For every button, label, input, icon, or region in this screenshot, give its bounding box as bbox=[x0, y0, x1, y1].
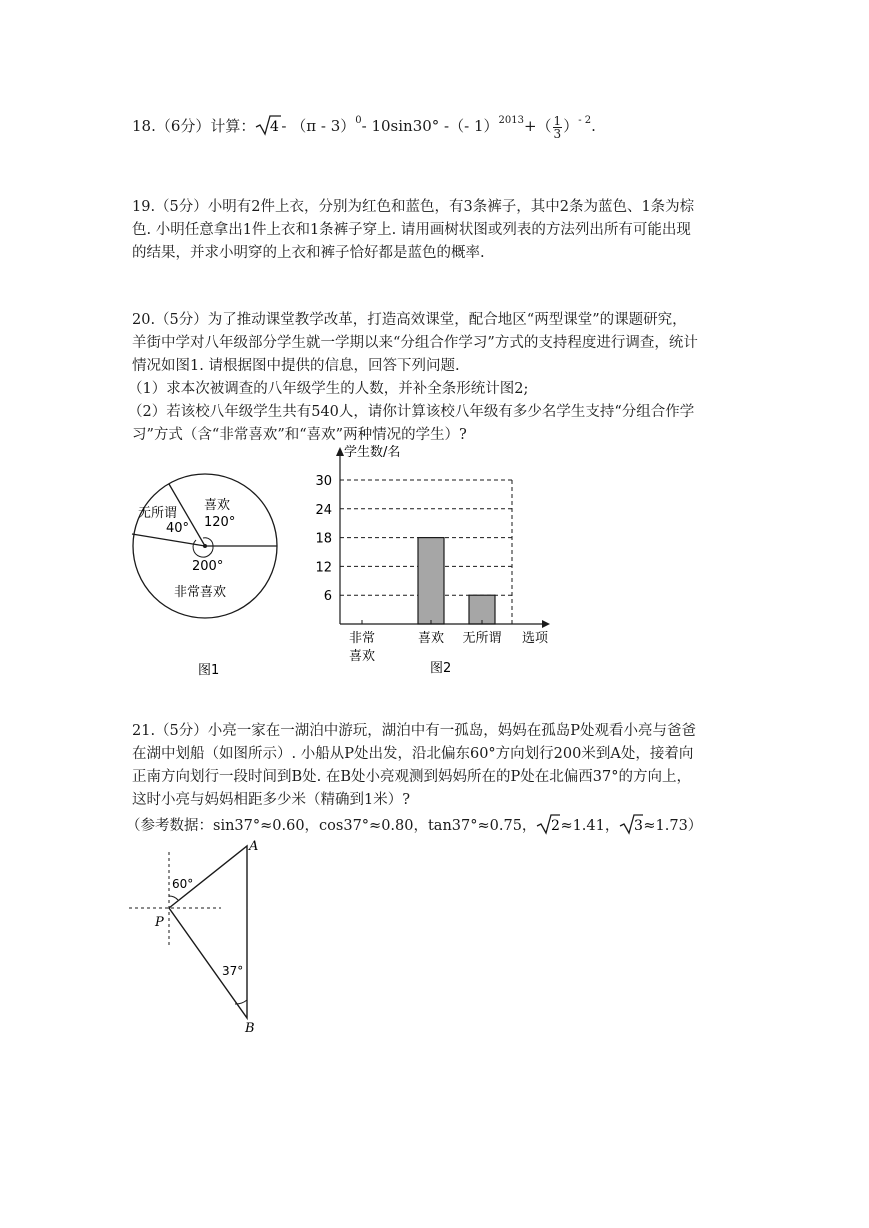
radical-sign-2-icon bbox=[536, 813, 560, 835]
x-axis-label: 选项 bbox=[522, 631, 549, 646]
q21-line-3: 正南方向划行一段时间到B处. 在B处小亮观测到妈妈所在的P处在北偏西37°的方向上， bbox=[132, 769, 691, 785]
pie-angle-wusuowei: 40° bbox=[166, 521, 190, 536]
q21-line-4: 这时小亮与妈妈相距多少米（精确到1米）? bbox=[132, 792, 410, 808]
bar-chart-figure-2 bbox=[310, 442, 570, 682]
pie-label-xihuan: 喜欢 bbox=[204, 498, 231, 513]
frac-denominator: 3 bbox=[553, 126, 562, 141]
bar-caption: 图2 bbox=[430, 661, 452, 676]
fraction-one-third bbox=[553, 115, 563, 140]
q18-part4: ） bbox=[563, 117, 579, 135]
pie-angle-feichang: 200° bbox=[192, 559, 224, 574]
pie-chart-figure-1 bbox=[120, 460, 290, 690]
ref-prefix: （参考数据：sin37°≈0.60，cos37°≈0.80，tan37°≈0.75， bbox=[126, 818, 537, 834]
ref-value-2: ≈1.41， bbox=[560, 818, 620, 834]
q19-line-1: 19.（5分）小明有2件上衣，分别为红色和蓝色，有3条裤子，其中2条为蓝色、1条为棕 bbox=[132, 199, 695, 215]
q20-line-5: （2）若该校八年级学生共有540人，请你计算该校八年级有多少名学生支持“分组合作学 bbox=[128, 404, 695, 420]
q19-line-2: 色. 小明任意拿出1件上衣和1条裤子穿上. 请用画树状图或列表的方法列出所有可能出现 bbox=[132, 222, 691, 238]
pie-center-dot bbox=[203, 544, 207, 548]
point-B-label: B bbox=[245, 1021, 255, 1036]
angle-37-label: 37° bbox=[222, 964, 244, 978]
angle-arc-60 bbox=[169, 896, 178, 900]
y-tick-label-30: 30 bbox=[315, 474, 332, 489]
ref-value-3: ≈1.73） bbox=[643, 818, 703, 834]
bearing-triangle-diagram bbox=[125, 836, 275, 1036]
sqrt-radicand: 4 bbox=[270, 119, 280, 135]
x-tick-label-1-1: 非常 bbox=[348, 631, 376, 646]
q20-line-4: （1）求本次被调查的八年级学生的人数，并补全条形统计图2; bbox=[128, 381, 529, 397]
y-axis-label: 学生数/名 bbox=[344, 445, 401, 460]
bar-3 bbox=[469, 595, 495, 624]
q18-prefix: 18.（6分）计算： bbox=[132, 117, 256, 135]
y-tick-label-18: 18 bbox=[315, 531, 332, 547]
triangle-PAB bbox=[169, 846, 247, 1018]
question-18 bbox=[132, 111, 596, 140]
y-tick-label-12: 12 bbox=[315, 560, 332, 576]
pie-caption: 图1 bbox=[198, 663, 220, 678]
q18-end: . bbox=[591, 117, 596, 135]
radical-sign-3-icon bbox=[619, 813, 643, 835]
q18-part3: +（ bbox=[523, 117, 552, 135]
x-tick-label-3-1: 无所谓 bbox=[462, 631, 502, 646]
x-tick-label-1-2: 喜欢 bbox=[348, 649, 376, 664]
q20-line-1: 20.（5分）为了推动课堂教学改革，打造高效课堂，配合地区“两型课堂”的课题研究， bbox=[132, 312, 687, 328]
frac-numerator: 1 bbox=[553, 113, 562, 128]
q21-line-2: 在湖中划船（如图所示）. 小船从P处出发，沿北偏东60°方向划行200米到A处，接着向 bbox=[132, 746, 694, 762]
q20-line-2: 羊街中学对八年级部分学生就一学期以来“分组合作学习”方式的支持程度进行调查，统计 bbox=[132, 335, 698, 351]
ref-radicand-2: 2 bbox=[551, 818, 561, 834]
q18-exp2013: 2013 bbox=[498, 115, 524, 126]
y-axis-arrow-icon bbox=[336, 447, 344, 456]
q20-line-6: 习”方式（含“非常喜欢”和“喜欢”两种情况的学生）? bbox=[132, 427, 467, 443]
q18-part2: - 10sin30° -（- 1） bbox=[361, 117, 499, 135]
pie-angle-xihuan: 120° bbox=[204, 515, 236, 530]
q18-part1: - （π - 3） bbox=[281, 117, 356, 135]
y-tick-label-24: 24 bbox=[315, 502, 332, 518]
q19-line-3: 的结果，并求小明穿的上衣和裤子恰好都是蓝色的概率. bbox=[132, 245, 485, 261]
angle-60-label: 60° bbox=[172, 877, 194, 891]
y-tick-label-6: 6 bbox=[323, 589, 332, 605]
q20-line-3: 情况如图1. 请根据图中提供的信息，回答下列问题. bbox=[132, 358, 460, 374]
point-P-label: P bbox=[155, 915, 164, 930]
point-A-label: A bbox=[249, 839, 259, 854]
bar-2 bbox=[418, 538, 444, 624]
x-tick-label-2-1: 喜欢 bbox=[417, 631, 445, 646]
x-axis-arrow-icon bbox=[542, 620, 550, 628]
q18-exp-neg2: - 2 bbox=[578, 115, 592, 126]
pie-label-feichang: 非常喜欢 bbox=[174, 585, 227, 600]
pie-label-wusuowei: 无所谓 bbox=[138, 506, 178, 521]
q21-line-1: 21.（5分）小亮一家在一湖泊中游玩，湖泊中有一孤岛，妈妈在孤岛P处观看小亮与爸爸 bbox=[132, 723, 697, 739]
q18-exp0: 0 bbox=[355, 115, 362, 126]
ref-radicand-3: 3 bbox=[634, 818, 644, 834]
radical-sign-icon bbox=[255, 114, 281, 136]
sqrt-4 bbox=[255, 114, 281, 136]
q21-reference-data bbox=[126, 813, 702, 836]
